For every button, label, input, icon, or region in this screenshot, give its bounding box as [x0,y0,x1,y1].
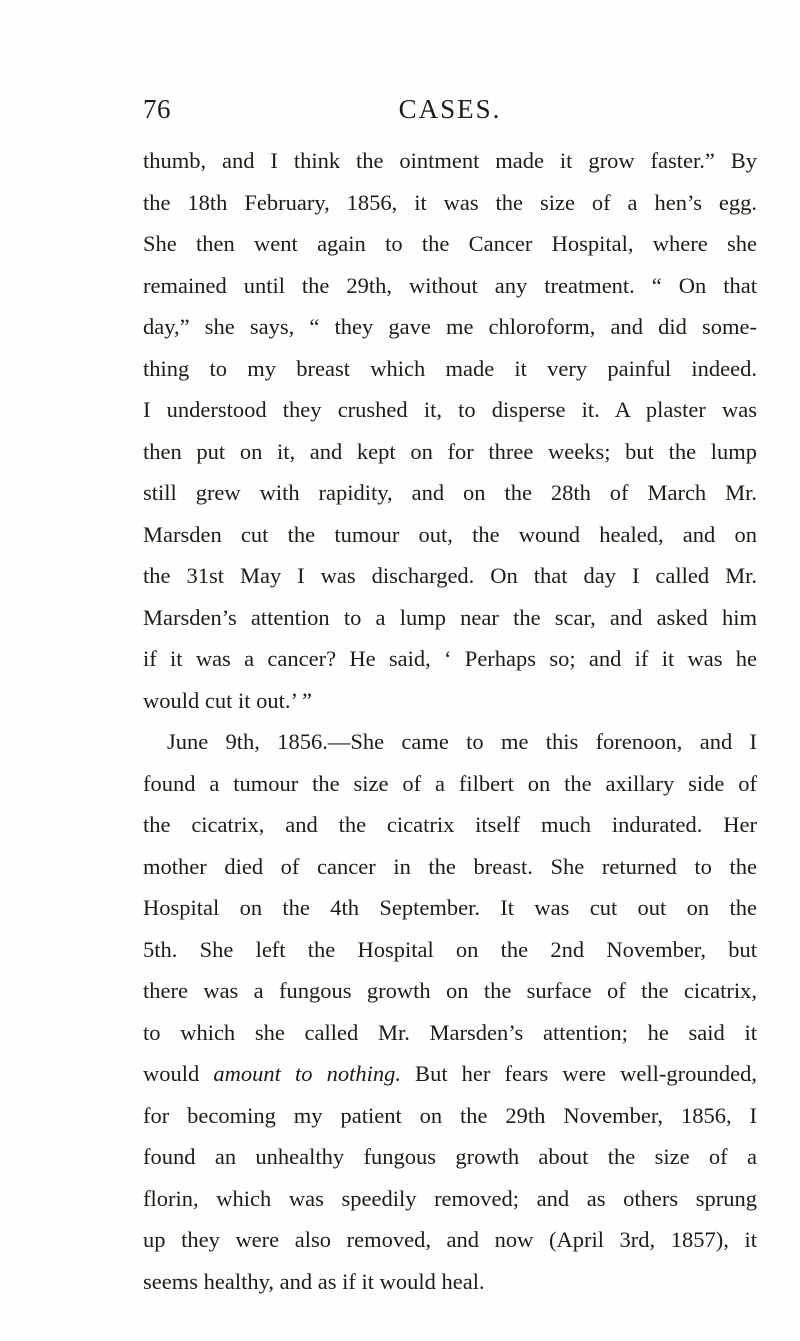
text-line: the cicatrix, and the cicatrix itself much indurated. Her [143,812,757,837]
text-line: 5th. She left the Hospital on the 2nd November, but [143,936,757,962]
text-line: thing to my breast which made it very painful indeed. [143,355,757,381]
text-line: then put on it, and kept on for three weeks; but the lump [143,438,757,464]
text-line: Hospital on the 4th September. It was cut out on the [143,895,757,920]
text-segment: But her fears were well-grounded, [400,1061,757,1086]
text-line: would cut it out.’ ” [143,687,312,713]
text-line: Marsden’s attention to a lump near the scar, and asked him [143,604,757,630]
text-line: day,” she says, “ they gave me chloroform, and did some- [143,314,757,339]
body-text [143,140,757,1302]
text-line: mother died of cancer in the breast. She returned to the [143,853,757,879]
page-header-title: CASES. [398,94,502,124]
text-line: there was a fungous growth on the surface of the cicatrix, [143,978,757,1003]
page-number: 76 [143,94,171,124]
text-line: up they were also removed, and now (April 3rd, 1857), it [143,1227,757,1252]
text-line: I understood they crushed it, to disperse it. A plaster was [143,397,757,422]
text-line: for becoming my patient on the 29th November, 1856, I [143,1102,757,1128]
text-line: the 31st May I was discharged. On that day I called Mr. [143,563,757,588]
text-line: the 18th February, 1856, it was the size of a hen’s egg. [143,189,757,215]
text-line: still grew with rapidity, and on the 28th of March Mr. [143,480,757,505]
text-line: florin, which was speedily removed; and as others sprung [143,1185,757,1211]
text-line: if it was a cancer? He said, ‘ Perhaps so; and if it was he [143,646,757,671]
text-segment: would [143,1061,214,1086]
text-line: thumb, and I think the ointment made it grow faster.” By [143,148,757,173]
text-line: found a tumour the size of a filbert on the axillary side of [143,770,757,796]
text-line: remained until the 29th, without any treatment. “ On that [143,272,757,298]
text-line: found an unhealthy fungous growth about the size of a [143,1144,757,1169]
text-line: She then went again to the Cancer Hospital, where she [143,231,757,256]
italic-phrase: amount to nothing. [213,1061,401,1086]
running-head [143,94,757,134]
text-line: seems healthy, and as if it would heal. [143,1268,485,1294]
text-line [143,1053,757,1095]
text-line: June 9th, 1856.—She came to me this forenoon, and I [167,729,757,754]
text-line: Marsden cut the tumour out, the wound healed, and on [143,521,757,547]
text-line: to which she called Mr. Marsden’s attention; he said it [143,1019,757,1045]
